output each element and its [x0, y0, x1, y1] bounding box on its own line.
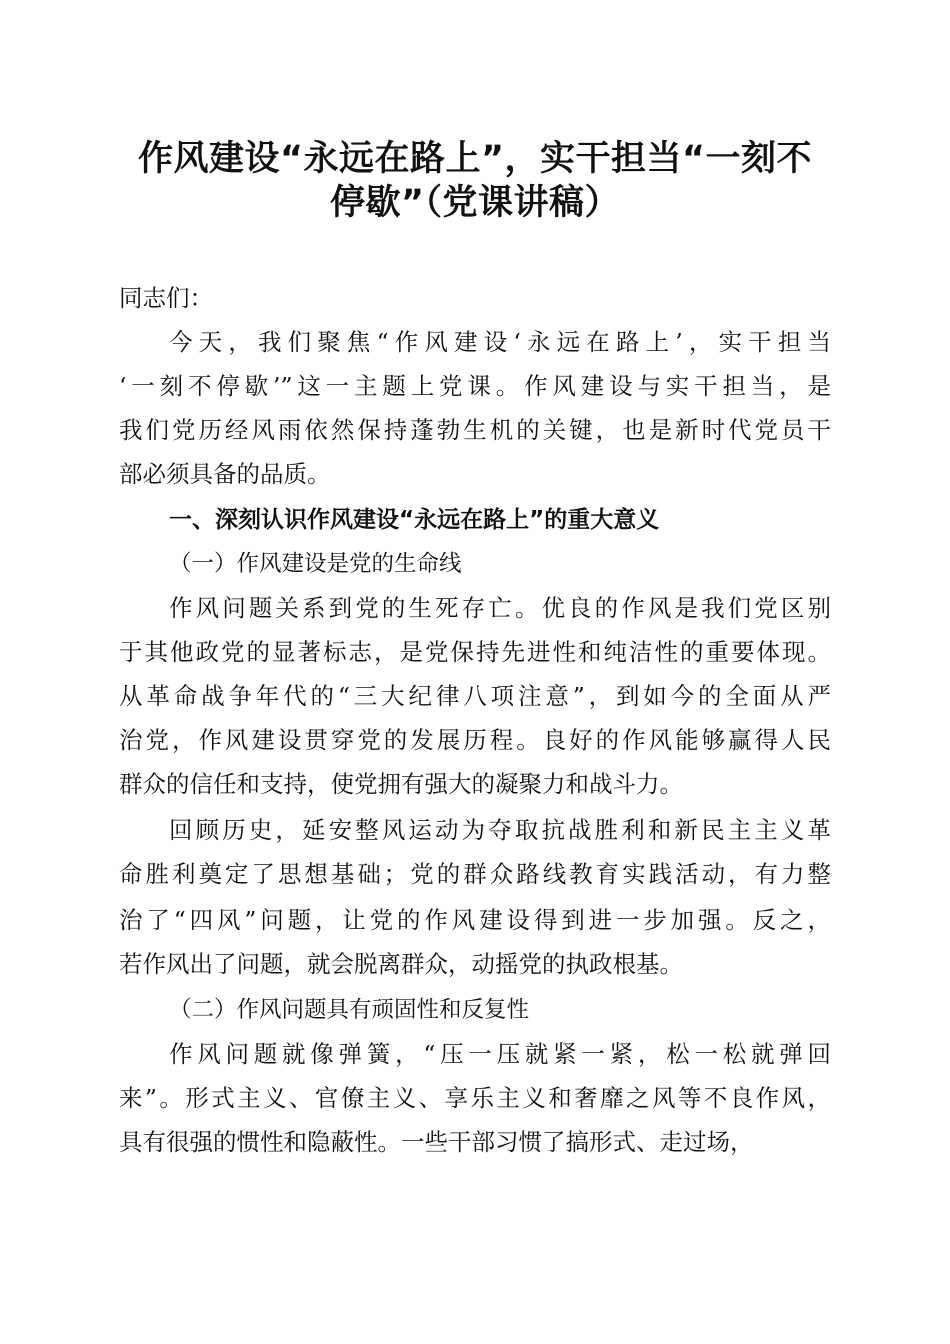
paragraph-line: 作风问题就像弹簧，“压一压就紧一紧，松一松就弹回: [169, 1040, 831, 1068]
paragraph-line: 命胜利奠定了思想基础；党的群众路线教育实践活动，有力整: [119, 860, 831, 888]
paragraph-line: 我们党历经风雨依然保持蓬勃生机的关键，也是新时代党员干: [119, 416, 831, 444]
document-title-line-1: 作风建设“永远在路上”，实干担当“一刻不: [137, 139, 812, 179]
paragraph-line: 治党，作风建设贯穿党的发展历程。良好的作风能够赢得人民: [119, 726, 831, 754]
subsection-heading: （一）作风建设是党的生命线: [169, 551, 462, 577]
document-title-line-2: 停歇”（党课讲稿）: [329, 183, 620, 223]
paragraph-line: 今天，我们聚焦“作风建设‘永远在路上’，实干担当: [169, 328, 831, 356]
paragraph-line: 部必须具备的品质。: [119, 460, 331, 488]
paragraph-line: ‘一刻不停歇’”这一主题上党课。作风建设与实干担当，是: [119, 372, 831, 400]
paragraph-line: 治了“四风”问题，让党的作风建设得到进一步加强。反之，: [119, 906, 831, 934]
paragraph-line: 若作风出了问题，就会脱离群众，动摇党的执政根基。: [119, 950, 683, 978]
paragraph-line: 群众的信任和支持，使党拥有强大的凝聚力和战斗力。: [119, 770, 683, 798]
paragraph-line: 具有很强的惯性和隐蔽性。一些干部习惯了搞形式、走过场，: [119, 1128, 754, 1156]
paragraph-line: 作风问题关系到党的生死存亡。优良的作风是我们党区别: [169, 594, 831, 622]
paragraph-line: 来”。形式主义、官僚主义、享乐主义和奢靡之风等不良作风，: [119, 1084, 831, 1112]
subsection-heading: （二）作风问题具有顽固性和反复性: [169, 997, 530, 1023]
paragraph-line: 于其他政党的显著标志，是党保持先进性和纯洁性的重要体现。: [119, 638, 831, 666]
section-heading: 一、深刻认识作风建设“永远在路上”的重大意义: [169, 507, 660, 533]
paragraph-line: 回顾历史，延安整风运动为夺取抗战胜利和新民主主义革: [169, 816, 831, 844]
greeting: 同志们：: [119, 284, 213, 312]
paragraph-line: 从革命战争年代的“三大纪律八项注意”，到如今的全面从严: [119, 682, 831, 710]
